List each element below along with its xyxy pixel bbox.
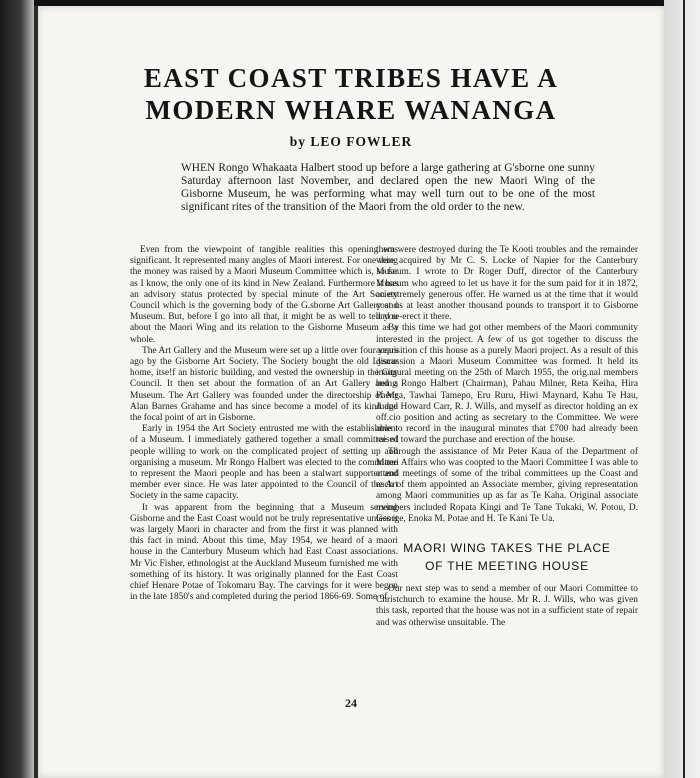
- paragraph: It was apparent from the beginning that a Museum serving Gisborne and the East Coast would not be truly representative unless it was largely Maori in character and from the first it was planned with this fact in mind. About this time, May 1954, we heard of a maori house in the Canterbury Museum which had East Coast associations. Mr Vic Fisher, ethnologist at the Auckland Museum furnished me with something of its history. It was originally planned for the East Coast chief Henare Potae of Tokomaru Bay. The carvings for it were begun in the late 1850's and completed during the period 1866-69. Some of: [130, 502, 398, 603]
- magazine-page: [38, 6, 664, 778]
- section-subheading: [376, 539, 638, 575]
- article-title: [38, 62, 664, 126]
- paragraph: them were destroyed during the Te Kooti troubles and the remainder were acquired by Mr C. S. Locke of Napier for the Canterbury Museum. I wrote to Dr Roger Duff, director of the Canterbury Museum who agreed to let us have it for the sum paid for it in 1872, an extremely generous offer. He warned us at the time that it would cost us at least another thousand pounds to transport it to Gisborne and re-erect it there.: [376, 245, 638, 323]
- right-column: [376, 245, 638, 629]
- byline: by LEO FOWLER: [289, 134, 413, 149]
- paragraph: Through the assistance of Mr Peter Kaua of the Department of Maori Affairs who was coopted to the Maori Committee I was able to attend meetings of some of the tribal committees up the Coast and each of them appointed an Associate member, giving representation among Maori communities up as far as Te Kaha. Original associate members included Ropata Kingi and Te Tane Tukaki, W. Potou, D. George, Enoka M. Potae and H. Te Kani Te Ua.: [376, 446, 638, 524]
- paragraph: The Art Gallery and the Museum were set up a little over four years ago by the Gisborne Art Society. The Society bought the old Lysnar home, itse!f an historic building, and vested the ownership in the City Council. It then set about the formation of an Art Gallery and a Museum. The Art Gallery was founded under the directorship of Mr Alan Barnes Grahame and has since become a model of its kind and the focal point of art in Gisborne.: [130, 345, 398, 424]
- page-number: 24: [345, 696, 357, 710]
- left-column: [130, 245, 398, 604]
- paragraph: Early in 1954 the Art Society entrusted me with the establishment of a Museum. I immediately gathered together a small committee of people willing to work on the complicated project of setting up and organising a museum. Mr Rongo Halbert was elected to the committee to represent the Maori people and has been a stalwart supporter and member ever since. He was later appointed to the Council of the Art Society in the same capacity.: [130, 424, 398, 502]
- intro-paragraph: WHEN Rongo Whakaata Halbert stood up before a large gathering at G'sborne one sunny Saturday afternoon last November, and declared open the new Maori Wing of the Gisborne Museum, he was performing what may well turn out to be one of the most significant rites of the transition of the Maori from the old order to the new.: [181, 162, 595, 213]
- paragraph: Our next step was to send a member of our Maori Committee to Christchurch to examine the house. Mr R. J. Wills, who was given this task, reported that the house was not in a sufficient state of repair and was otherwise unsuitable. The: [376, 584, 638, 628]
- paragraph: Even from the viewpoint of tangible realities this opening was significant. It represented many angles of Maori interest. For one thing the money was raised by a Maori Museum Committee which is, so far as I know, the only one of its kind in New Zealand. Furthermore it has an advisory status protected by special minute of the Art Society Council which is the governing body of the G.sborne Art Gallery and Museum. But, before I go into all that, it might be as well to tell you about the Maori Wing and its relation to the Gisborne Museum as a whole.: [130, 245, 398, 345]
- title-line-2: MODERN WHARE WANANGA: [145, 95, 557, 125]
- title-line-1: EAST COAST TRIBES HAVE A: [143, 63, 559, 93]
- fold-line: [683, 0, 685, 778]
- scan-edge-right: [664, 0, 700, 778]
- subheading-line-1: MAORI WING TAKES THE PLACE: [403, 541, 611, 556]
- subheading-line-2: OF THE MEETING HOUSE: [425, 559, 589, 574]
- scan-edge-left: [0, 0, 34, 778]
- paragraph: By this time we had got other members of the Maori community interested in the project. A few of us got together to discuss the acquisition cf this house as a purely Maori project. As a result of this discussion a Maori Museum Committee was formed. It held its inaugural meeting on the 25th of March 1955, the orig.nal members being Rongo Halbert (Chairman), Pahau Milner, Reta Keiha, Hira Paenga, Tawhai Tamepo, Eru Ruru, Hiwi Maynard, Kahu Te Hau, Judge Howard Carr, R. J. Wills, and myself as director holding an ex off.cio position and acting as secretary to the Committee. We were able to record in the inaugural minutes that £700 had already been raised toward the purchase and erection of the house.: [376, 323, 638, 446]
